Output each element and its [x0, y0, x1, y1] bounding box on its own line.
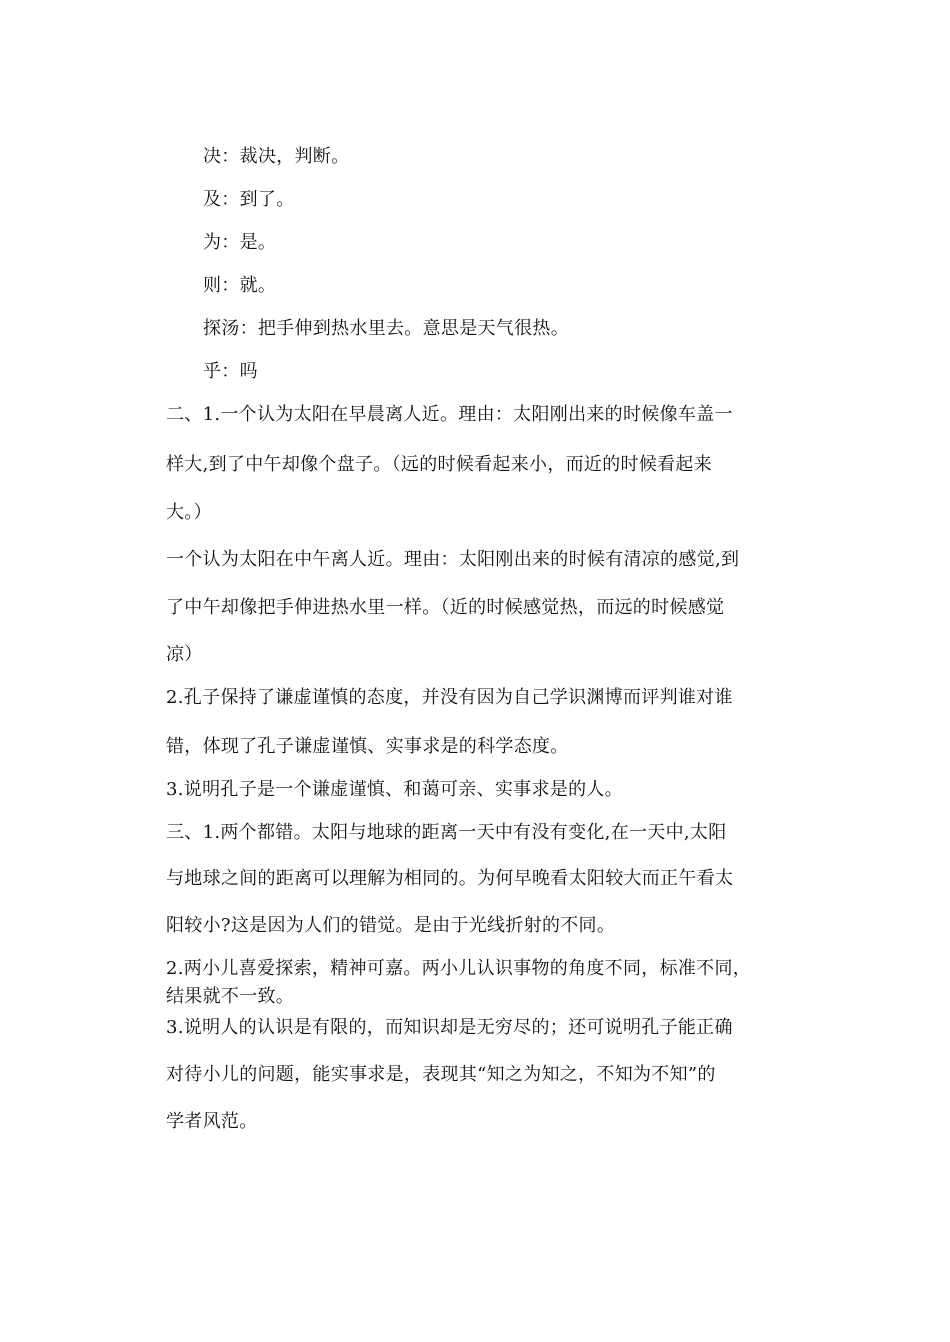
- section-three-q3-line-2: 对待小儿的问题，能实事求是，表现其“知之为知之，不知为不知”的: [166, 1064, 716, 1085]
- section-three-q2-line-1: 2.两小儿喜爱探索，精神可嘉。两小儿认识事物的角度不同，标准不同，: [166, 958, 752, 979]
- definition-wei: 为：是。: [203, 232, 277, 253]
- section-three-q1-line-1: 三、1.两个都错。太阳与地球的距离一天中有没有变化,在一天中,太阳: [166, 822, 727, 843]
- section-two-q1-line-3: 大。）: [166, 502, 212, 523]
- section-two-q1-line-6: 凉）: [166, 644, 203, 665]
- section-three-q1-line-3: 阳较小?这是因为人们的错觉。是由于光线折射的不同。: [166, 915, 616, 936]
- definition-ze: 则：就。: [203, 275, 277, 296]
- section-two-q1-line-4: 一个认为太阳在中午离人近。理由：太阳刚出来的时候有清凉的感觉,到: [166, 549, 740, 570]
- section-three-q2-line-2: 结果就不一致。: [166, 986, 295, 1007]
- section-two-q2-line-1: 2.孔子保持了谦虚谨慎的态度，并没有因为自己学识渊博而评判谁对谁: [166, 687, 733, 708]
- section-two-q1-line-1: 二、1.一个认为太阳在早晨离人近。理由：太阳刚出来的时候像车盖一: [166, 404, 733, 425]
- section-two-q1-line-2: 样大,到了中午却像个盘子。（远的时候看起来小，而近的时候看起来: [166, 454, 713, 475]
- definition-tantang: 探汤：把手伸到热水里去。意思是天气很热。: [203, 318, 569, 339]
- section-three-q3-line-3: 学者风范。: [166, 1111, 258, 1132]
- section-two-q1-line-5: 了中午却像把手伸进热水里一样。（近的时候感觉热，而远的时候感觉: [166, 597, 725, 618]
- section-two-q2-line-2: 错，体现了孔子谦虚谨慎、实事求是的科学态度。: [166, 736, 569, 757]
- section-three-q3-line-1: 3.说明人的认识是有限的，而知识却是无穷尽的；还可说明孔子能正确: [166, 1017, 733, 1038]
- definition-jue: 决：裁决，判断。: [203, 146, 350, 167]
- section-three-q1-line-2: 与地球之间的距离可以理解为相同的。为何早晚看太阳较大而正午看太: [166, 868, 734, 889]
- definition-ji: 及：到了。: [203, 189, 295, 210]
- section-two-q3: 3.说明孔子是一个谦虚谨慎、和蔼可亲、实事求是的人。: [166, 779, 623, 800]
- definition-hu: 乎：吗: [203, 361, 258, 382]
